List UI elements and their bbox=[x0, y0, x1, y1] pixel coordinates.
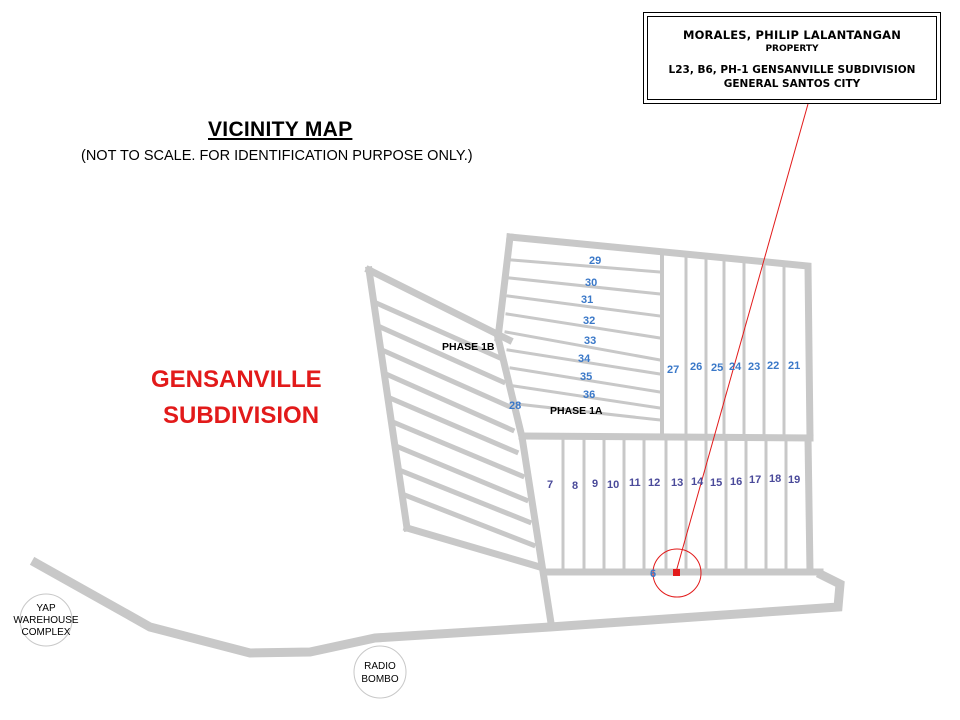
lot-label-16: 16 bbox=[730, 476, 743, 488]
lot-label-9: 9 bbox=[592, 478, 599, 490]
phase-1a-label: PHASE 1A bbox=[550, 405, 603, 417]
subdivision-name-line1: GENSANVILLE bbox=[151, 366, 322, 393]
lot-label-25: 25 bbox=[711, 362, 724, 374]
lot-label-14: 14 bbox=[691, 476, 704, 488]
lot-label-7: 7 bbox=[547, 479, 554, 491]
lot-label-21: 21 bbox=[788, 360, 801, 372]
svg-text:BOMBO: BOMBO bbox=[361, 674, 399, 685]
phase-1b-label: PHASE 1B bbox=[442, 341, 495, 353]
lot-label-24: 24 bbox=[729, 361, 742, 373]
subdivision-name-line2: SUBDIVISION bbox=[163, 402, 320, 429]
landmark-yap-warehouse bbox=[13, 594, 79, 646]
svg-text:YAP: YAP bbox=[36, 603, 56, 614]
lot-label-36: 36 bbox=[583, 389, 596, 401]
lot-label-23: 23 bbox=[748, 361, 761, 373]
property-leader-line bbox=[676, 104, 808, 572]
lot-label-19: 19 bbox=[788, 474, 801, 486]
lot-label-12: 12 bbox=[648, 477, 661, 489]
lot-label-30: 30 bbox=[585, 277, 598, 289]
lot-label-26: 26 bbox=[690, 361, 703, 373]
lot-label-33: 33 bbox=[584, 335, 597, 347]
lot-label-31: 31 bbox=[581, 294, 594, 306]
lot-label-8: 8 bbox=[572, 480, 579, 492]
lot-label-10: 10 bbox=[607, 479, 620, 491]
svg-text:RADIO: RADIO bbox=[364, 661, 396, 672]
map-title: VICINITY MAP bbox=[208, 118, 353, 141]
lot-label-22: 22 bbox=[767, 360, 780, 372]
svg-text:WAREHOUSE: WAREHOUSE bbox=[13, 615, 79, 626]
lot-label-13: 13 bbox=[671, 477, 684, 489]
lot-label-28: 28 bbox=[509, 400, 522, 412]
city-name: GENERAL SANTOS CITY bbox=[723, 78, 861, 90]
owner-name: MORALES, PHILIP LALANTANGAN bbox=[682, 28, 902, 42]
lot-label-29: 29 bbox=[589, 255, 602, 267]
property-info-inner bbox=[647, 16, 937, 100]
phase-1b-southeast-edge bbox=[407, 528, 540, 567]
lot-description: L23, B6, PH-1 GENSANVILLE SUBDIVISION bbox=[668, 64, 916, 76]
lot-label-18: 18 bbox=[769, 473, 782, 485]
lot-label-34: 34 bbox=[578, 353, 591, 365]
map-subtitle: (NOT TO SCALE. FOR IDENTIFICATION PURPOSE ONLY.) bbox=[81, 148, 473, 164]
property-info-box bbox=[643, 12, 941, 104]
lot-label-15: 15 bbox=[710, 477, 723, 489]
lot-label-17: 17 bbox=[749, 474, 762, 486]
property-marker[interactable] bbox=[673, 569, 680, 576]
svg-text:COMPLEX: COMPLEX bbox=[21, 627, 71, 638]
lot-label-6: 6 bbox=[650, 568, 657, 580]
road-network bbox=[36, 237, 840, 653]
landmark-radio-bombo bbox=[354, 646, 406, 698]
lot-label-11: 11 bbox=[629, 477, 641, 489]
lot-label-32: 32 bbox=[583, 315, 596, 327]
main-highway bbox=[36, 563, 840, 653]
property-label: PROPERTY bbox=[765, 44, 819, 54]
lot-label-35: 35 bbox=[580, 371, 593, 383]
lot-label-27: 27 bbox=[667, 364, 680, 376]
